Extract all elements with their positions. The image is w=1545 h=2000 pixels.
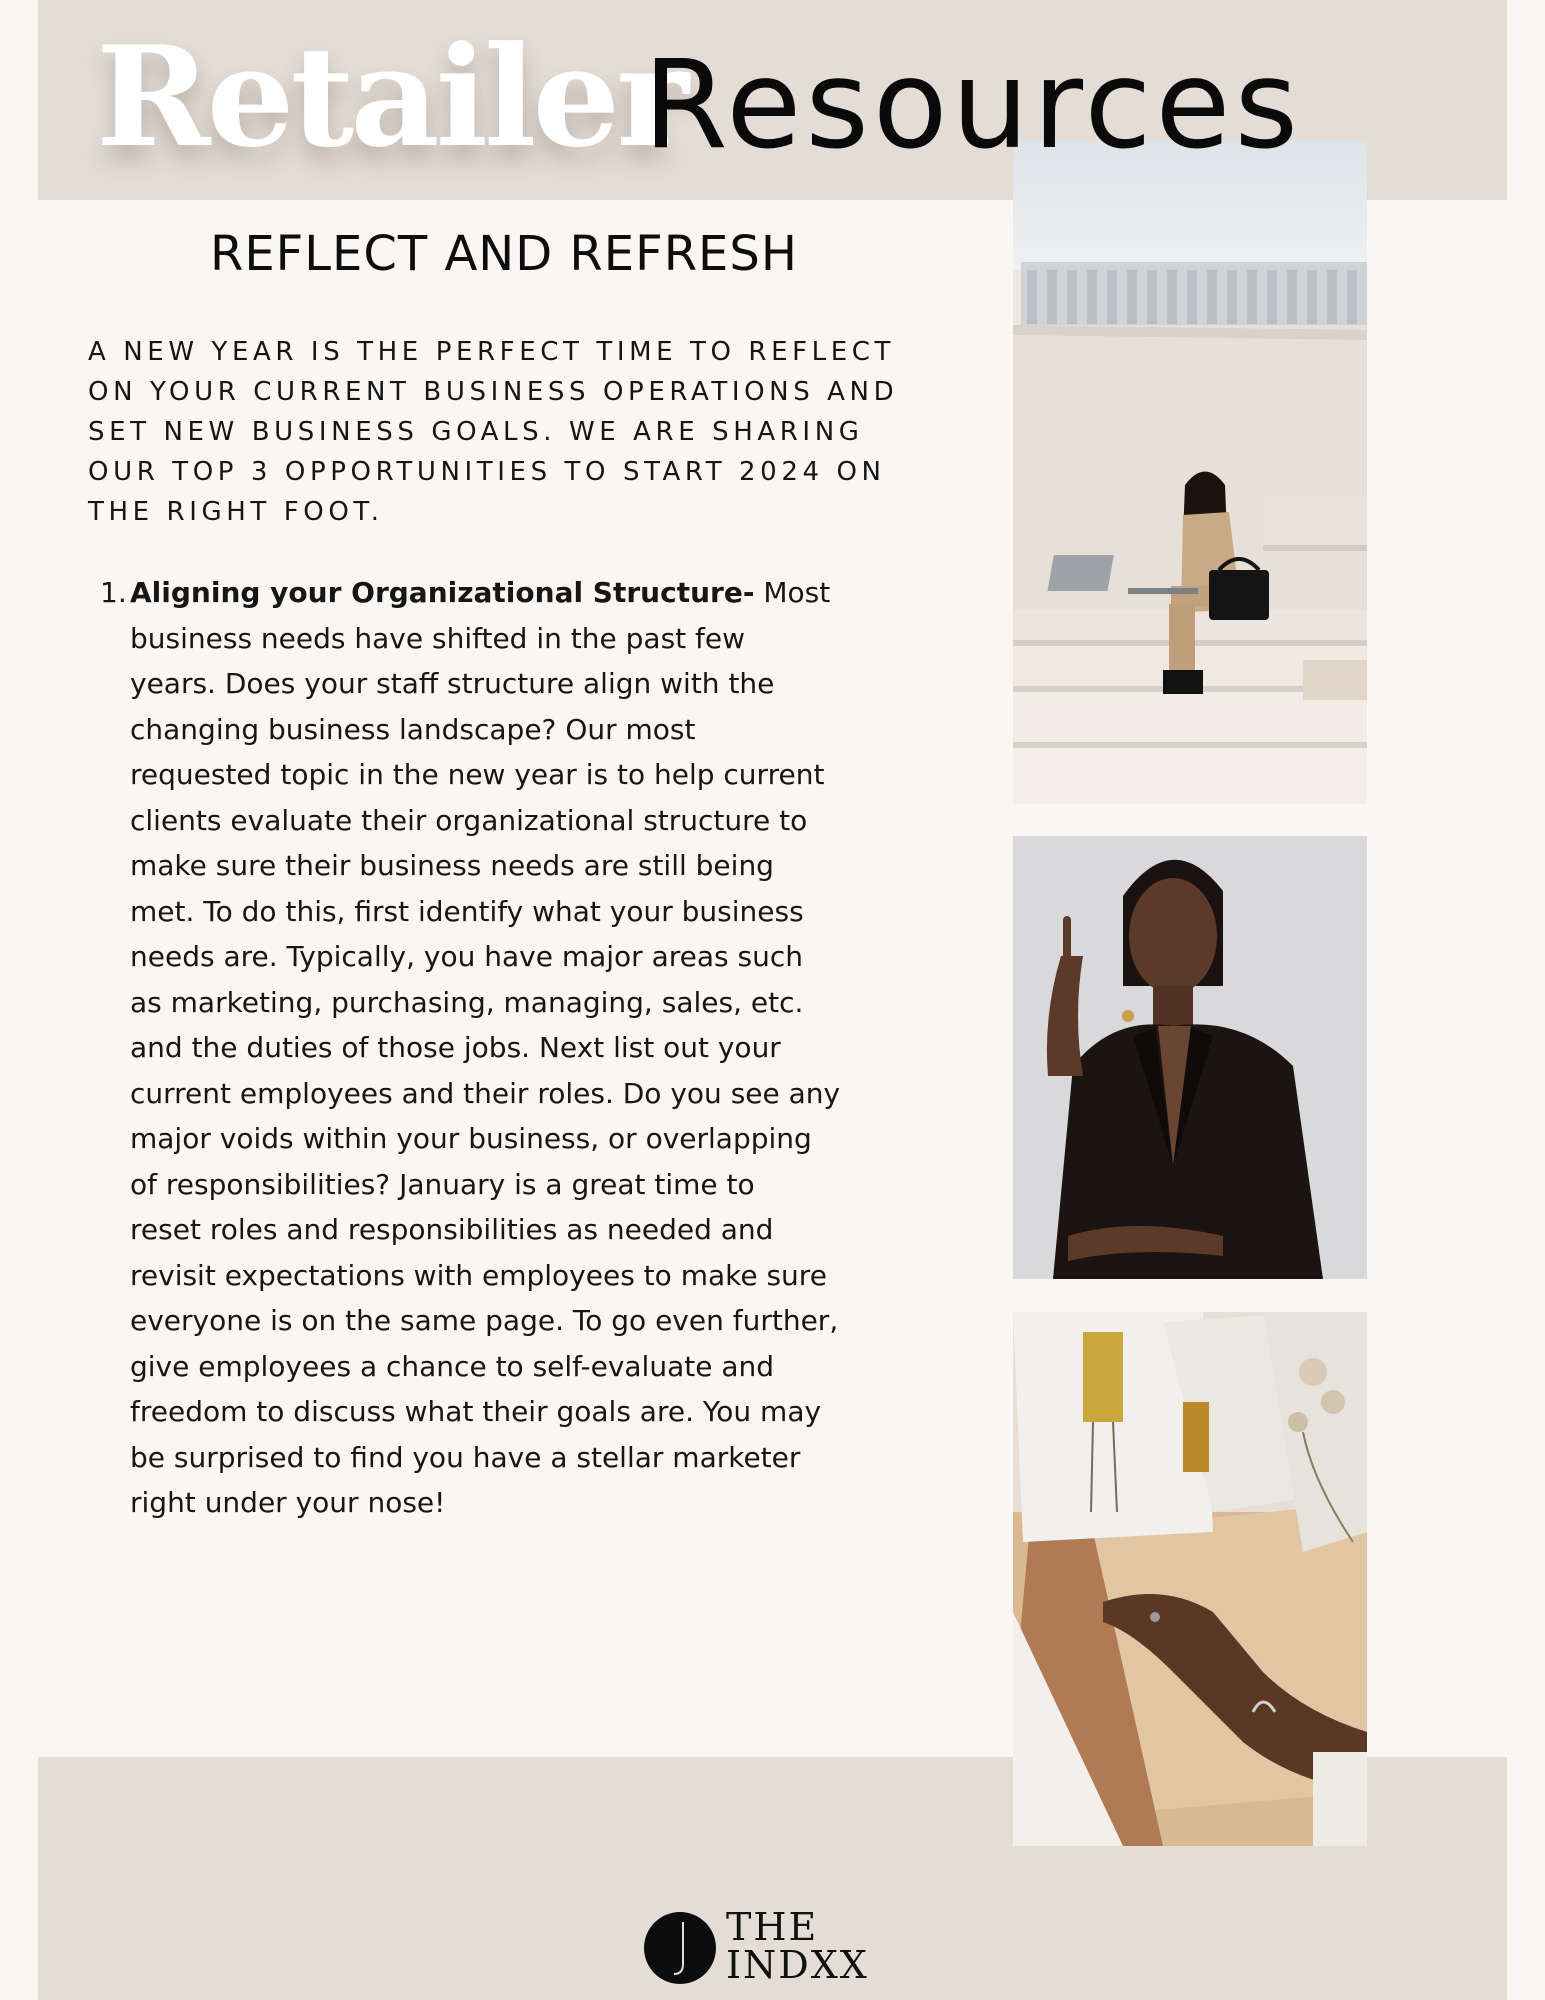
logo-text [726, 1905, 869, 1987]
list-item-line: right under your nose! [130, 1486, 446, 1519]
intro-line: ON YOUR CURRENT BUSINESS OPERATIONS AND [88, 377, 899, 407]
list-item-line: be surprised to find you have a stellar marketer [130, 1440, 801, 1474]
list-item-line: needs are. Typically, you have major areas such [130, 940, 803, 973]
intro-paragraph [88, 332, 988, 532]
intro-line: A NEW YEAR IS THE PERFECT TIME TO REFLECT [88, 337, 896, 367]
list-item-line: of responsibilities? January is a great time to [130, 1167, 755, 1201]
opportunities-list [100, 570, 980, 1526]
section-heading: REFLECT AND REFRESH [210, 226, 798, 282]
title-retailer: Retailer [96, 15, 685, 178]
woman-laptop-on-steps-photo [1013, 140, 1367, 804]
list-item-line: met. To do this, first identify what your business [130, 894, 804, 928]
list-item-line: years. Does your staff structure align with the [130, 667, 775, 700]
list-item-line: changing business landscape? Our most [130, 712, 696, 746]
woman-black-blazer-portrait-photo [1013, 836, 1367, 1279]
fashion-sketches-on-desk-photo [1013, 1312, 1367, 1846]
intro-line: OUR TOP 3 OPPORTUNITIES TO START 2024 ON [88, 457, 886, 487]
list-item-line: everyone is on the same page. To go even further, [130, 1304, 839, 1337]
intro-line: THE RIGHT FOOT. [88, 497, 384, 527]
list-marker: 1. [100, 576, 127, 609]
list-item-line: clients evaluate their organizational structure to [130, 803, 808, 837]
list-item-line: freedom to discuss what their goals are. You may [130, 1395, 822, 1428]
photo-illustration [1013, 1312, 1367, 1846]
list-item-line: business needs have shifted in the past few [130, 621, 746, 655]
photo-illustration [1013, 836, 1367, 1279]
logo-mark-icon [644, 1912, 716, 1984]
intro-line: SET NEW BUSINESS GOALS. WE ARE SHARING [88, 417, 864, 447]
logo-text-line1: THE [726, 1905, 819, 1949]
list-item-first-line [130, 570, 980, 616]
list-item [100, 570, 980, 1526]
list-item-line: current employees and their roles. Do you see any [130, 1076, 841, 1110]
list-item-line: as marketing, purchasing, managing, sales, etc. [130, 985, 804, 1019]
list-item-line: and the duties of those jobs. Next list out your [130, 1031, 781, 1064]
list-item-line: major voids within your business, or overlapping [130, 1122, 812, 1155]
list-item-heading: Aligning your Organizational Structure- [130, 576, 755, 609]
photo-illustration [1013, 140, 1367, 804]
list-item-line: requested topic in the new year is to help current [130, 758, 825, 791]
list-item-line: reset roles and responsibilities as needed and [130, 1213, 774, 1246]
list-item-first-line-rest: Most [754, 576, 831, 609]
logo-text-line2: INDXX [726, 1943, 869, 1987]
title-resources: Resources [643, 34, 1303, 176]
brand-logo [642, 1906, 912, 1986]
list-item-line: revisit expectations with employees to make sure [130, 1258, 827, 1292]
list-item-line: give employees a chance to self-evaluate and [130, 1349, 775, 1383]
list-item-line: make sure their business needs are still being [130, 849, 774, 882]
